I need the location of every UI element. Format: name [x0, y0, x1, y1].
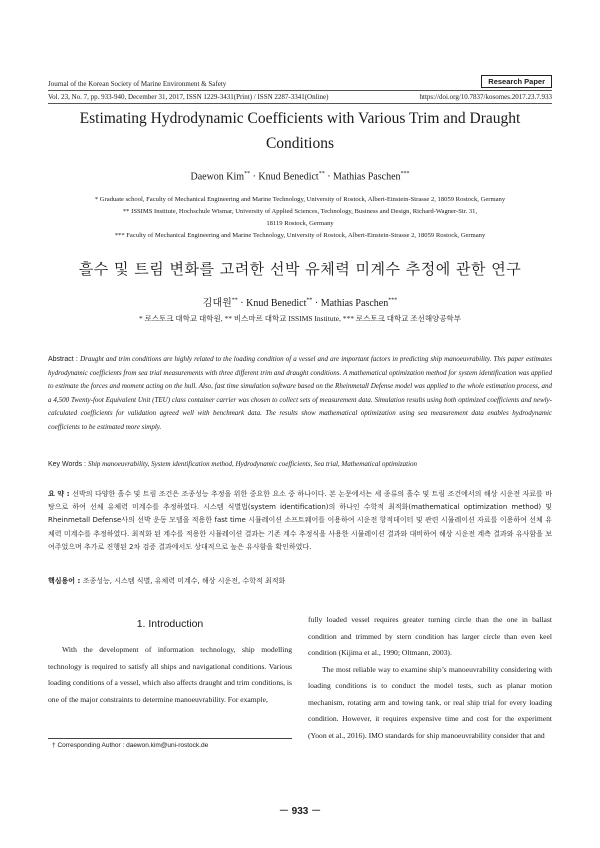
research-paper-badge: Research Paper [481, 75, 552, 88]
affiliation-3: *** Faculty of Mechanical Engineering and Marine Technology, University of Rostock, Albert-Einstein-Strasse 2, 18059 Rostock, Germany [114, 232, 486, 239]
author-separator: · [312, 298, 321, 309]
journal-name: Journal of the Korean Society of Marine Environment & Safety [48, 80, 227, 88]
korean-abstract [48, 488, 552, 554]
affiliation-1: * Graduate school, Faculty of Mechanical Engineering and Marine Technology, University of Rostock, Albert-Einstein-Strasse 2, 18059 Rostock, Germany [94, 196, 506, 203]
keywords-text: Ship manoeuvrability, System identification method, Hydrodynamic coefficients, Sea trial, Mathematical optimization [87, 460, 418, 468]
author-separator: · [250, 171, 259, 183]
header-rule-bottom [48, 103, 552, 104]
title-line-1: Estimating Hydrodynamic Coefficients with Various Trim and Draught [79, 110, 521, 127]
title-line-2: Conditions [265, 135, 335, 152]
korean-keywords-label: 핵심용어 : [48, 577, 83, 585]
author-1: Daewon Kim [190, 171, 245, 183]
korean-author-list [48, 294, 552, 309]
affiliation-2b: 18119 Rostock, Germany [266, 220, 334, 227]
dagger-icon: † [52, 742, 56, 749]
intro-paragraph-continued: fully loaded vessel requires greater turning circle than the one in ballast condition and trimmed by stern condition has larger circle than even keel condition (Kijima et al., 1990; Oltmann, 2003). [308, 615, 552, 657]
right-column [308, 612, 552, 744]
intro-paragraph-2: The most reliable way to examine ship’s manoeuvrability considering with loading conditions is to conduct the model tests, such as planar motion mechanism, rotating arm and towing tank, or real ship trial for every loading condition. However, it requires expensive time and cost for the experiment (Yoon et al., 2016). IMO standards for ship manoeuvrability consider that and [308, 664, 552, 740]
left-column [48, 642, 292, 708]
doi-link[interactable]: https://doi.org/10.7837/kosomes.2017.23.7.933 [419, 93, 552, 101]
corresponding-author: Corresponding Author : daewon.kim@uni-rostock.de [57, 742, 209, 749]
author-3: Mathias Paschen [333, 171, 401, 183]
korean-title: 흘수 및 트림 변화를 고려한 선박 유체력 미계수 추정에 관한 연구 [78, 260, 522, 278]
section-heading-introduction: 1. Introduction [136, 618, 204, 630]
korean-author-2-mark: ** [306, 297, 313, 304]
korean-author-3-mark: *** [388, 297, 398, 304]
korean-abstract-text: 선박의 다양한 흘수 및 트림 조건은 조종성능 추정을 위한 중요한 요소 중 하나이다. 본 논문에서는 세 종류의 흘수 및 트림 조건에서의 해상 시운전 자료를 바탕으로 하여 선체 유체력 미계수를 추정하였다. 시스템 식별법(system identification)의 하나인 수학적 최적화(mathematical optimization method) 및 Rheinmetall Defense사의 선박 운동 모델을 적용한 fast time 시뮬레이션 소프트웨어를 이용하여 시운전 항적데이터 및 관련 시뮬레이션 자료를 이용하여 선체 유체력 미계수를 추정하였다. 최적화 된 계수를 적용한 시뮬레이션 결과는 기존 계수 추정식을 사용한 시뮬레이션 결과와 대비하여 해상 시운전 계측 결과와 유사함을 보여주었으며 추가로 진행된 2차 검증 결과에서도 상대적으로 높은 유사함을 확인하였다. [48, 490, 552, 551]
footnote-rule [48, 738, 292, 739]
author-list [48, 171, 552, 182]
paper-title [48, 106, 552, 156]
author-separator: · [324, 171, 334, 183]
korean-author-3: Mathias Paschen [320, 298, 389, 309]
korean-keywords-text: 조종성능, 시스템 식별, 유체력 미계수, 해상 시운전, 수학적 최적화 [82, 577, 286, 585]
intro-paragraph-1: With the development of information technology, ship modelling technology is required to satisfy all ships and navigational conditions. Various loading conditions of a vessel, which also affects draught and trim conditions, is one of the major constraints to determine manoeuvrability. For example, [48, 645, 292, 704]
abstract [48, 353, 552, 435]
korean-keywords [48, 576, 552, 586]
author-2-mark: ** [318, 171, 325, 177]
keywords [48, 460, 552, 468]
abstract-label: Abstract : [48, 356, 81, 363]
header-rule-top [48, 90, 552, 91]
korean-author-2: Knud Benedict [246, 298, 307, 309]
keywords-label: Key Words : [48, 461, 88, 468]
affiliation-2a: ** ISSIMS Institute, Hochschule Wismar, University of Applied Sciences, Technology, Business and Design, Richard-Wagner-Str. 31, [122, 208, 478, 215]
volume-line: Vol. 23, No. 7, pp. 933-940, December 31, 2017, ISSN 1229-3431(Print) / ISSN 2287-3341(Online) [48, 93, 329, 101]
korean-author-1-mark: ** [231, 297, 238, 304]
author-2: Knud Benedict [258, 171, 319, 183]
korean-author-1: 김대원 [202, 298, 232, 309]
korean-abstract-label: 요 약 : [48, 490, 73, 498]
korean-affiliations: * 로스토크 대학교 대학원, ** 비스마르 대학교 ISSIMS Institute, *** 로스토크 대학교 조선해양공학부 [138, 314, 462, 323]
abstract-text: Draught and trim conditions are highly related to the loading condition of a vessel and are important factors in predicting ship manoeuvrability. This paper estimates hydrodynamic coefficients from sea trial measurements with three different trim and draught conditions. A mathematical optimization method for system identification was applied to estimate the forces and moment acting on the hull. Also, fast time simulation software based on the Rheinmetall Defense model was applied to the whole estimation process, and a 4,500 Twenty-foot Equivalent Unit (TEU) class container carrier was chosen to collect sets of measurement data. Simulation results using both optimized coefficients and newly-calculated coefficients for validation agreed well with benchmark data. The results show mathematical optimization using sea measurement data enables hydrodynamic coefficients to be estimated more simply. [48, 355, 553, 431]
author-1-mark: ** [244, 171, 251, 177]
page-number: － 933 － [278, 806, 322, 817]
footnote [52, 742, 208, 749]
author-3-mark: *** [400, 171, 410, 177]
author-separator: · [237, 298, 247, 309]
